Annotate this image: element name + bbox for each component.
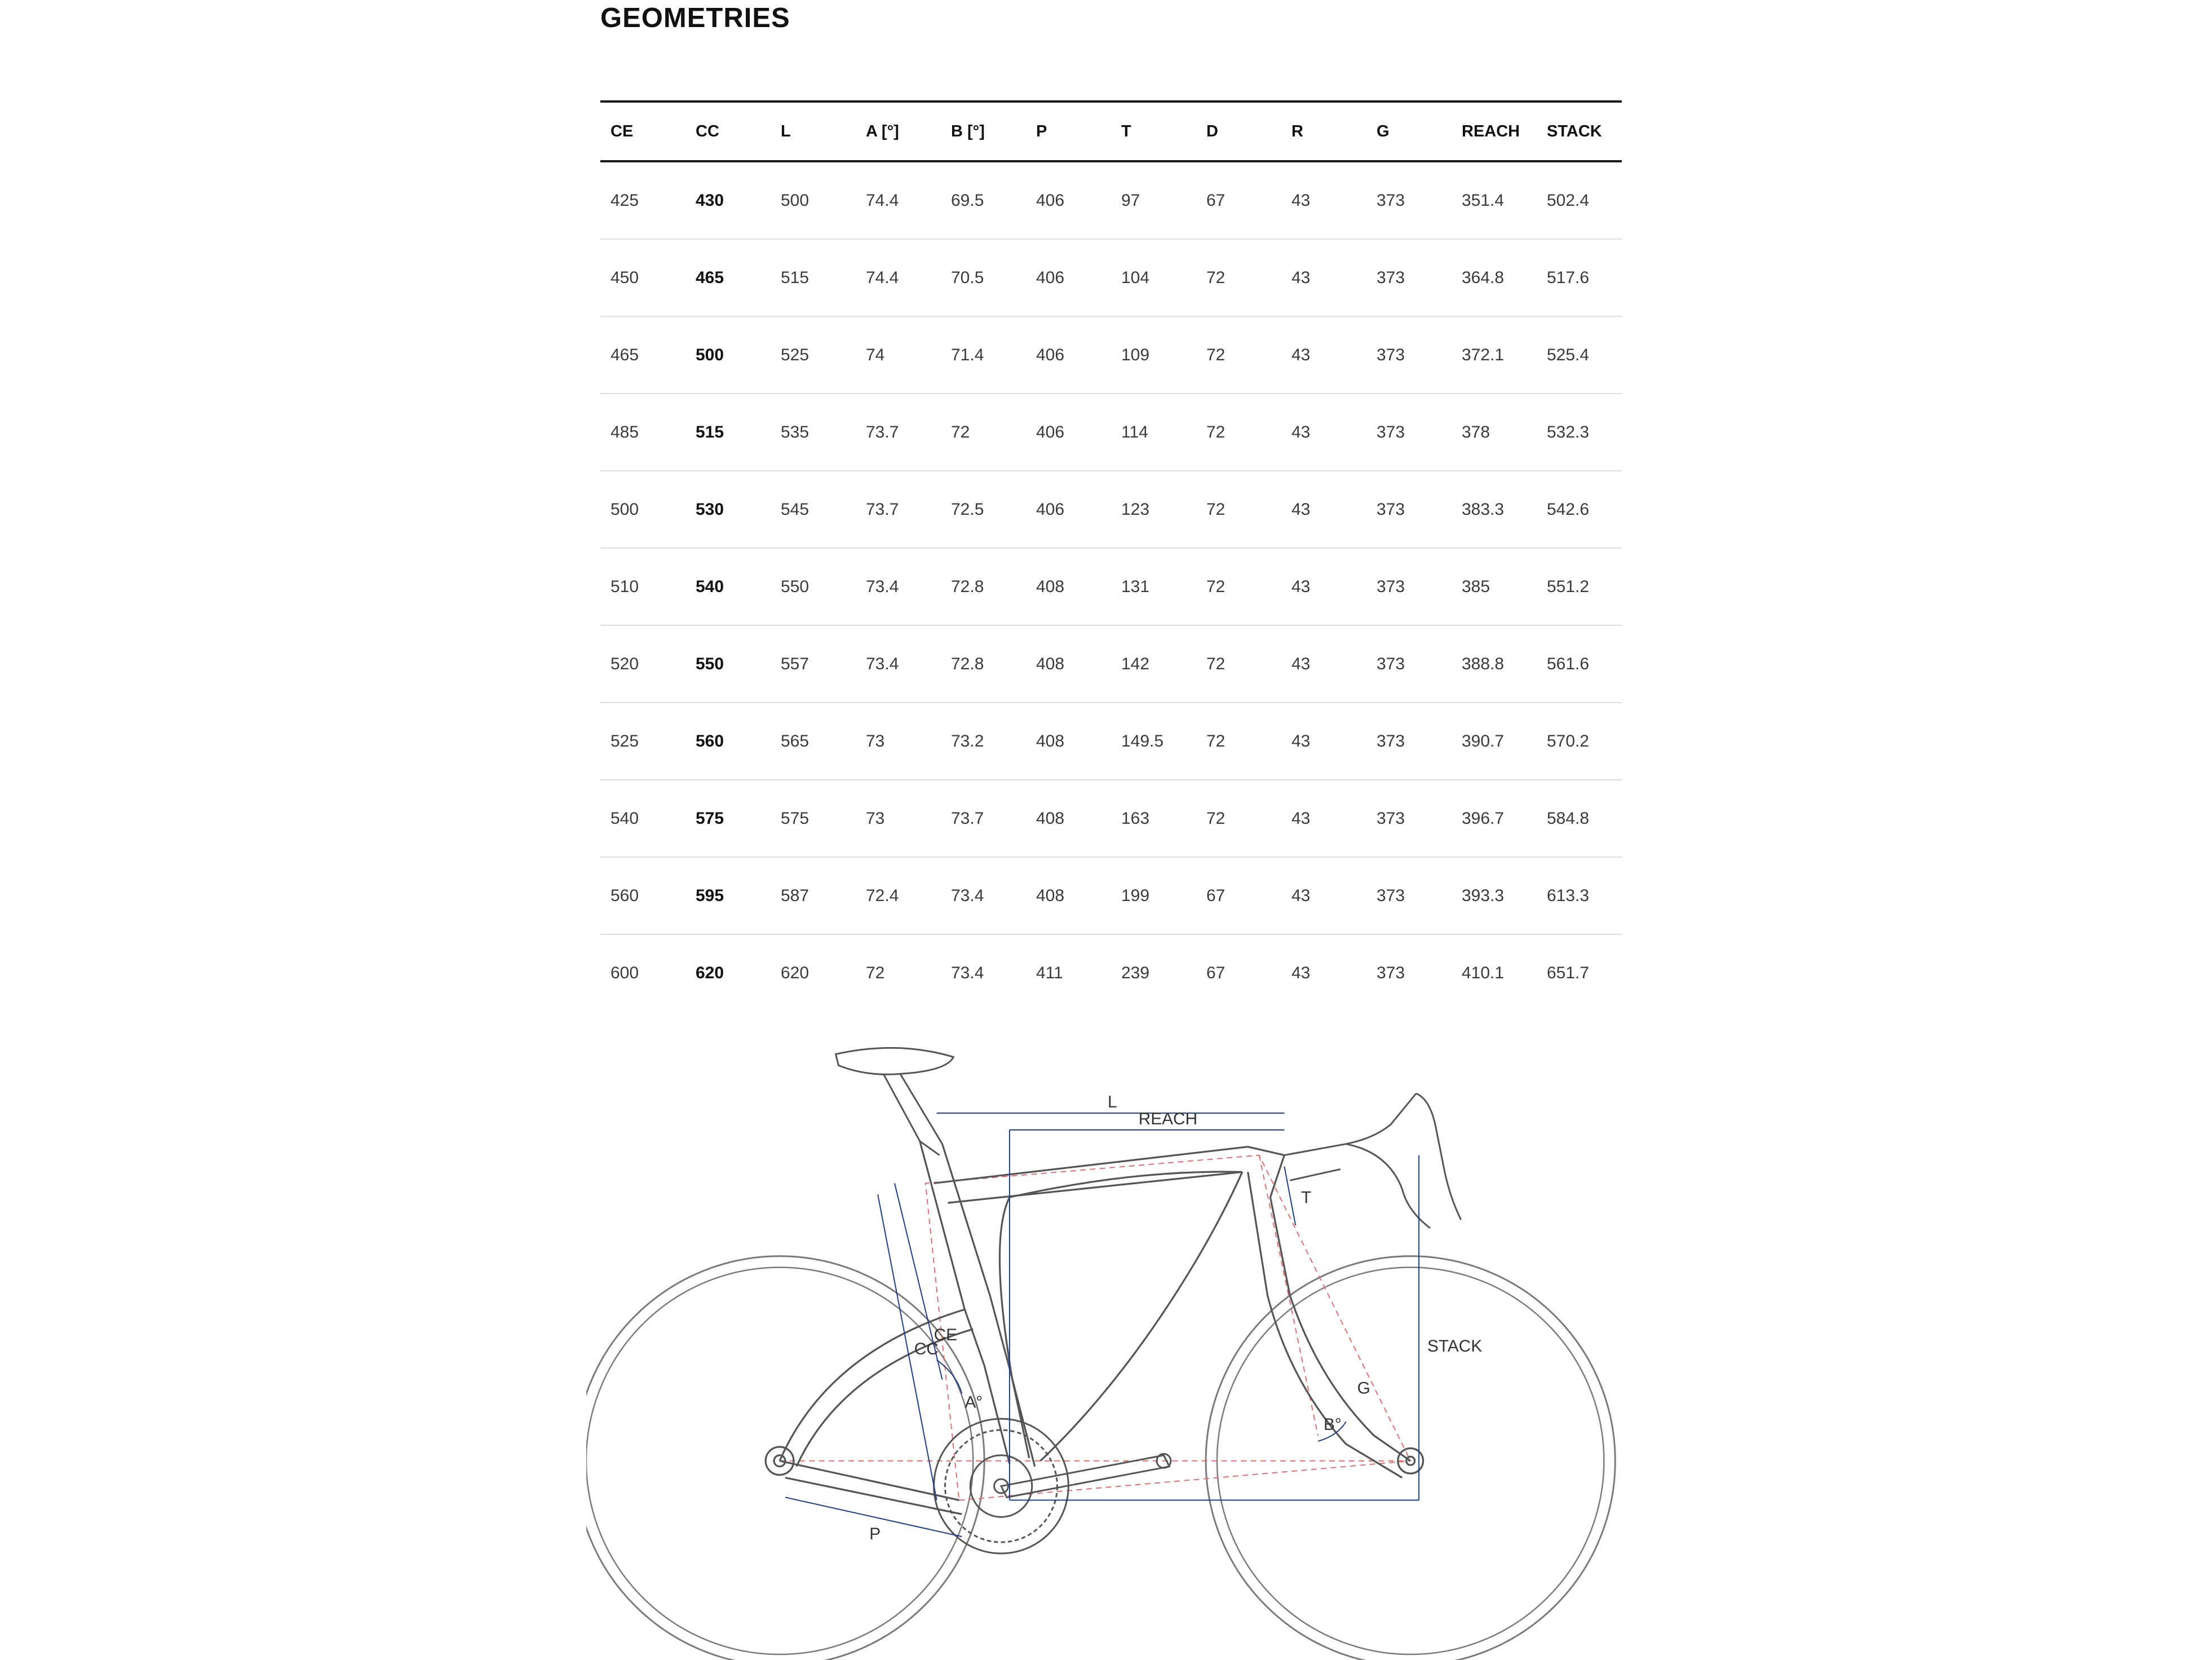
cell-p: 406 — [1026, 394, 1111, 471]
page-title: GEOMETRIES — [600, 3, 790, 33]
cell-a: 73.7 — [856, 394, 941, 471]
table-row — [600, 161, 1622, 239]
column-header-b: B [°] — [941, 101, 1026, 161]
cell-reach: 372.1 — [1452, 316, 1537, 394]
cell-t: 239 — [1121, 963, 1150, 982]
construction-guides — [780, 1155, 1410, 1500]
cell-a: 74 — [856, 316, 941, 394]
cell-stack: 561.6 — [1537, 625, 1622, 703]
cell-r: 43 — [1281, 625, 1366, 703]
cell-a: 73 — [856, 703, 941, 780]
cell-t: 149.5 — [1111, 703, 1196, 780]
cell-g: 373 — [1366, 548, 1452, 625]
table-body — [600, 161, 1622, 1011]
cell-l: 535 — [771, 394, 856, 471]
cell-reach: 396.7 — [1452, 780, 1537, 857]
cell-reach: 393.3 — [1452, 857, 1537, 934]
column-header-g: G — [1366, 101, 1452, 161]
label-g: G — [1357, 1379, 1370, 1398]
cell-a: 72.4 — [856, 857, 941, 934]
cell-l: 550 — [771, 548, 856, 625]
cell-ce: 560 — [600, 857, 685, 934]
cell-ce: 540 — [600, 780, 685, 857]
cell-ce: 500 — [600, 471, 685, 548]
cell-g: 373 — [1366, 857, 1452, 934]
cell-cc: 540 — [685, 548, 771, 625]
cell-cc: 595 — [685, 857, 771, 934]
cell-stack: 551.2 — [1537, 548, 1622, 625]
cell-p: 408 — [1026, 780, 1111, 857]
column-header-r: R — [1281, 101, 1366, 161]
cell-d: 72 — [1196, 703, 1281, 780]
label-b: B° — [1323, 1415, 1342, 1434]
cell-g: 373 — [1366, 703, 1452, 780]
table-row — [600, 857, 1622, 934]
cell-cc: 430 — [685, 161, 771, 239]
cell-r: 43 — [1281, 316, 1366, 394]
cell-a: 74.4 — [856, 239, 941, 316]
cell-r: 43 — [1291, 963, 1311, 982]
cell-l: 575 — [771, 780, 856, 857]
cell-ce: 600 — [610, 963, 639, 982]
cell-l: 525 — [771, 316, 856, 394]
cell-b: 73.4 — [951, 963, 984, 982]
cell-g: 373 — [1366, 394, 1452, 471]
cell-stack: 525.4 — [1537, 316, 1622, 394]
cell-t: 163 — [1111, 780, 1196, 857]
cell-t: 114 — [1111, 394, 1196, 471]
cell-b: 73.7 — [941, 780, 1026, 857]
cell-r: 43 — [1281, 703, 1366, 780]
cell-r: 43 — [1281, 239, 1366, 316]
cell-reach: 388.8 — [1452, 625, 1537, 703]
label-a: A° — [965, 1393, 983, 1412]
column-header-stack: STACK — [1537, 101, 1622, 161]
cell-g: 373 — [1366, 625, 1452, 703]
cell-b: 72.5 — [941, 471, 1026, 548]
cell-b: 69.5 — [941, 161, 1026, 239]
cell-t: 142 — [1111, 625, 1196, 703]
cell-l: 557 — [771, 625, 856, 703]
cell-l: 545 — [771, 471, 856, 548]
column-header-ce: CE — [600, 101, 685, 161]
cell-ce: 525 — [600, 703, 685, 780]
label-stack: STACK — [1427, 1336, 1483, 1356]
cell-cc: 530 — [685, 471, 771, 548]
cell-stack: 502.4 — [1537, 161, 1622, 239]
cell-l: 620 — [781, 963, 809, 982]
cell-reach: 410.1 — [1462, 963, 1505, 982]
cell-reach: 378 — [1452, 394, 1537, 471]
cell-p: 408 — [1026, 625, 1111, 703]
cell-stack: 570.2 — [1537, 703, 1622, 780]
cell-p: 406 — [1026, 471, 1111, 548]
cell-b: 72 — [941, 394, 1026, 471]
column-header-p: P — [1026, 101, 1111, 161]
label-l: L — [1108, 1093, 1117, 1112]
cell-t: 109 — [1111, 316, 1196, 394]
cell-t: 97 — [1111, 161, 1196, 239]
cell-cc: 500 — [685, 316, 771, 394]
cell-reach: 385 — [1452, 548, 1537, 625]
front-wheel — [1206, 1256, 1615, 1660]
cell-g: 373 — [1366, 316, 1452, 394]
column-header-reach: REACH — [1452, 101, 1537, 161]
bike-geometry-diagram — [586, 1015, 1629, 1660]
cell-b: 71.4 — [941, 316, 1026, 394]
label-ce: CE — [934, 1325, 958, 1344]
table-row — [600, 239, 1622, 316]
cell-d: 72 — [1196, 316, 1281, 394]
cell-r: 43 — [1281, 548, 1366, 625]
cell-t: 123 — [1111, 471, 1196, 548]
cell-g: 373 — [1366, 161, 1452, 239]
cell-d: 67 — [1196, 161, 1281, 239]
cell-g: 373 — [1366, 780, 1452, 857]
column-header-t: T — [1111, 101, 1196, 161]
label-cc: CC — [914, 1339, 939, 1358]
cell-g: 373 — [1377, 963, 1405, 982]
cell-reach: 351.4 — [1452, 161, 1537, 239]
cell-d: 72 — [1196, 471, 1281, 548]
label-t: T — [1301, 1188, 1312, 1207]
cell-r: 43 — [1281, 780, 1366, 857]
cell-d: 72 — [1196, 394, 1281, 471]
cell-cc: 575 — [685, 780, 771, 857]
geometry-table — [600, 100, 1622, 1011]
cell-stack: 584.8 — [1537, 780, 1622, 857]
cell-stack: 613.3 — [1537, 857, 1622, 934]
cell-stack: 651.7 — [1547, 963, 1590, 982]
cell-reach: 364.8 — [1452, 239, 1537, 316]
cell-a: 73 — [856, 780, 941, 857]
cell-d: 72 — [1196, 625, 1281, 703]
cell-d: 72 — [1196, 239, 1281, 316]
cell-t: 131 — [1111, 548, 1196, 625]
cell-a: 73.7 — [856, 471, 941, 548]
cell-d: 67 — [1206, 963, 1226, 982]
cell-reach: 390.7 — [1452, 703, 1537, 780]
cell-p: 406 — [1026, 239, 1111, 316]
table-row — [600, 548, 1622, 625]
cell-a: 74.4 — [856, 161, 941, 239]
cell-b: 72.8 — [941, 548, 1026, 625]
cell-r: 43 — [1281, 394, 1366, 471]
bike-drawing — [586, 1015, 1629, 1660]
cell-a: 73.4 — [856, 548, 941, 625]
cell-stack: 542.6 — [1537, 471, 1622, 548]
cell-a: 72 — [866, 963, 885, 982]
cell-r: 43 — [1281, 161, 1366, 239]
cell-cc: 560 — [685, 703, 771, 780]
cell-l: 587 — [771, 857, 856, 934]
crankset — [934, 1419, 1171, 1553]
cell-ce: 510 — [600, 548, 685, 625]
table-row — [600, 703, 1622, 780]
cell-cc: 550 — [685, 625, 771, 703]
table-row — [600, 625, 1622, 703]
saddle — [836, 1048, 954, 1155]
cell-ce: 485 — [600, 394, 685, 471]
table-row — [600, 934, 1622, 1011]
cell-l: 515 — [771, 239, 856, 316]
table-row — [600, 394, 1622, 471]
cell-b: 72.8 — [941, 625, 1026, 703]
label-p: P — [869, 1525, 881, 1544]
cell-p: 408 — [1026, 548, 1111, 625]
cell-r: 43 — [1281, 471, 1366, 548]
cell-d: 72 — [1196, 780, 1281, 857]
table-row — [600, 471, 1622, 548]
cell-g: 373 — [1366, 471, 1452, 548]
cell-r: 43 — [1281, 857, 1366, 934]
column-header-cc: CC — [685, 101, 771, 161]
table-row — [600, 316, 1622, 394]
cell-ce: 450 — [600, 239, 685, 316]
dimension-labels — [869, 1093, 1482, 1543]
dimension-lines — [785, 1113, 1419, 1537]
cell-l: 500 — [771, 161, 856, 239]
cell-b: 70.5 — [941, 239, 1026, 316]
table-header-row — [600, 101, 1622, 161]
cell-b: 73.2 — [941, 703, 1026, 780]
cell-p: 408 — [1026, 857, 1111, 934]
cell-stack: 517.6 — [1537, 239, 1622, 316]
cell-g: 373 — [1366, 239, 1452, 316]
cell-t: 104 — [1111, 239, 1196, 316]
cell-p: 408 — [1026, 703, 1111, 780]
cell-cc: 515 — [685, 394, 771, 471]
cell-d: 72 — [1196, 548, 1281, 625]
cell-t: 199 — [1111, 857, 1196, 934]
cell-p: 406 — [1026, 316, 1111, 394]
cell-ce: 425 — [600, 161, 685, 239]
cell-a: 73.4 — [856, 625, 941, 703]
column-header-a: A [°] — [856, 101, 941, 161]
cell-reach: 383.3 — [1452, 471, 1537, 548]
label-reach: REACH — [1138, 1109, 1198, 1128]
column-header-d: D — [1196, 101, 1281, 161]
cell-ce: 465 — [600, 316, 685, 394]
column-header-l: L — [771, 101, 856, 161]
cell-ce: 520 — [600, 625, 685, 703]
cell-p: 411 — [1036, 963, 1063, 982]
table-row — [600, 780, 1622, 857]
cell-b: 73.4 — [941, 857, 1026, 934]
cell-stack: 532.3 — [1537, 394, 1622, 471]
bike-frame — [766, 1141, 1423, 1515]
cell-d: 67 — [1196, 857, 1281, 934]
handlebar — [1284, 1093, 1461, 1228]
cell-l: 565 — [771, 703, 856, 780]
cell-cc: 620 — [696, 963, 724, 982]
cell-p: 406 — [1026, 161, 1111, 239]
cell-cc: 465 — [685, 239, 771, 316]
